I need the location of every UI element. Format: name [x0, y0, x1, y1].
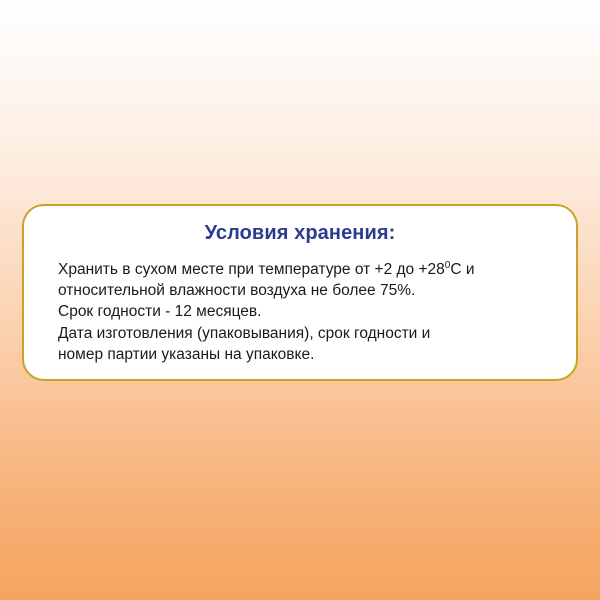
storage-line-3: Срок годности - 12 месяцев.	[58, 303, 262, 321]
storage-line-1	[58, 259, 542, 280]
storage-line-5: номер партии указаны на упаковке.	[58, 345, 315, 363]
storage-line-1-text: Хранить в сухом месте при температуре от +2 до +28	[58, 261, 445, 278]
storage-line-4: Дата изготовления (упаковывания), срок годности и	[58, 324, 431, 342]
storage-conditions-card	[22, 204, 578, 381]
degree-superscript: 0	[444, 259, 451, 271]
storage-line-1-suffix: С и	[450, 261, 475, 278]
storage-conditions-text	[58, 259, 542, 365]
page-title: Условия хранения:	[204, 222, 396, 244]
storage-line-2: относительной влажности воздуха не более 75%.	[58, 282, 416, 300]
